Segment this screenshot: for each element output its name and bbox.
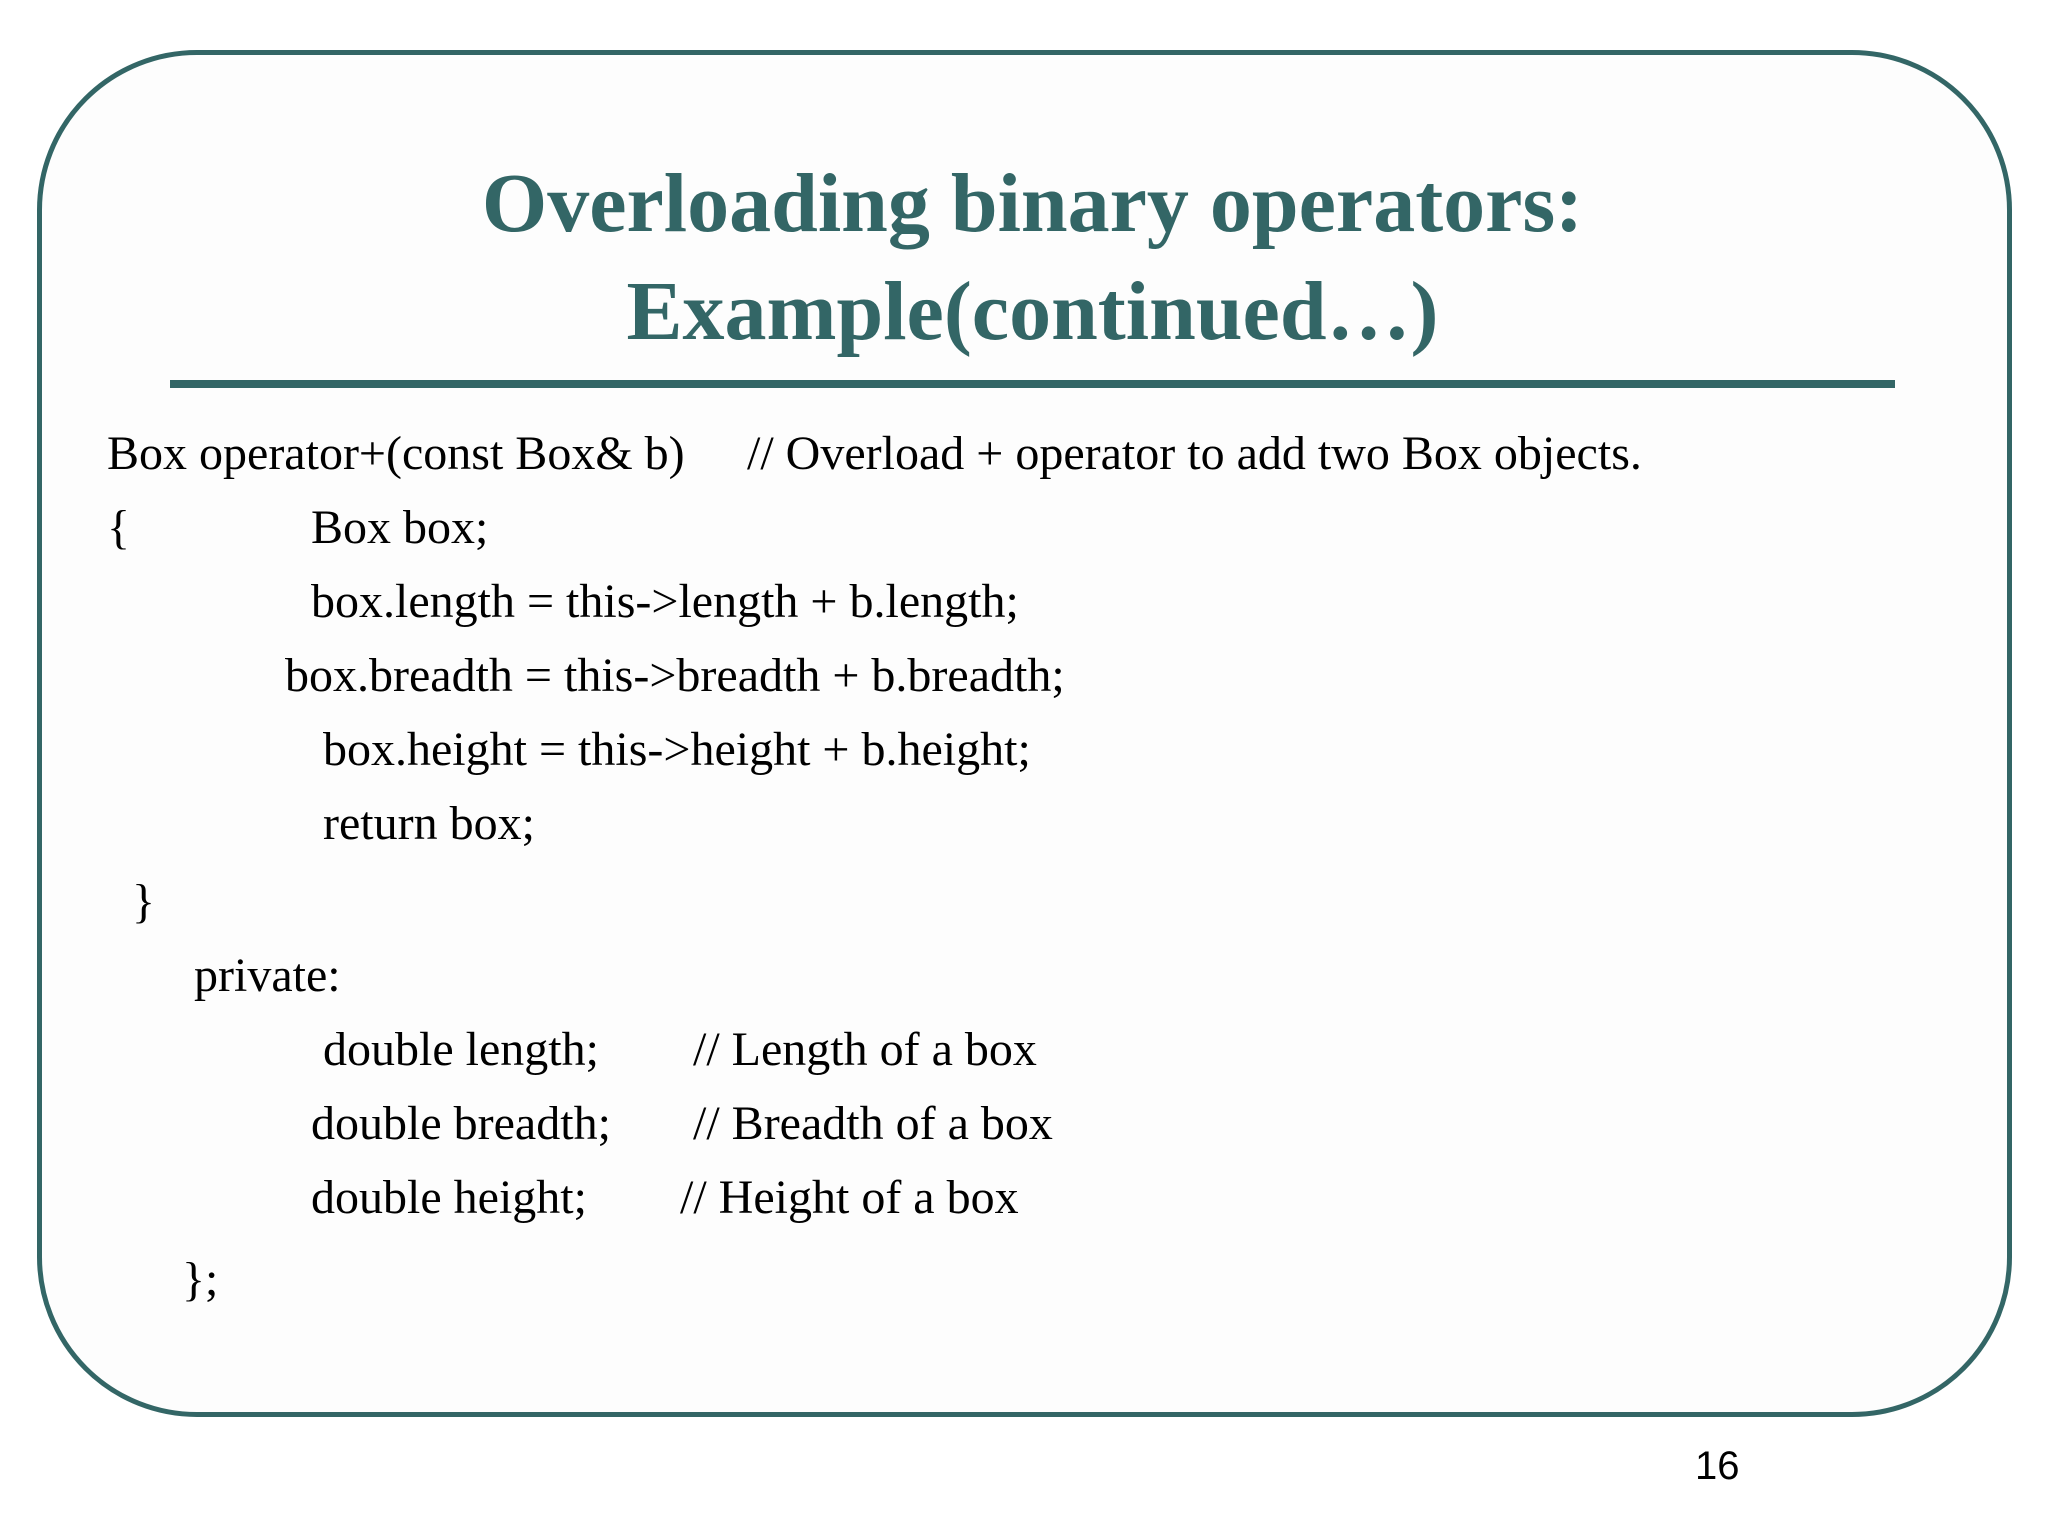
code-line-length-comment: // Length of a box [693,1023,1037,1076]
code-class-end: }; [182,1253,219,1306]
title-divider [170,380,1895,388]
title-line-2: Example(continued…) [626,265,1439,358]
code-line-signature: Box operator+(const Box& b) [107,427,685,480]
code-line-signature-comment: // Overload + operator to add two Box objects. [747,427,1642,480]
code-line-height-decl: double height; [311,1171,587,1224]
code-line-length-decl: double length; [323,1023,599,1076]
code-line-breadth-comment: // Breadth of a box [693,1097,1053,1150]
code-line-height: box.height = this->height + b.height; [323,723,1031,776]
page-number: 16 [1695,1444,1740,1488]
code-line-private: private: [194,949,341,1002]
title-line-1: Overloading binary operators: [481,157,1584,250]
code-line-breadth-decl: double breadth; [311,1097,611,1150]
code-close-brace: } [132,875,156,928]
slide-title [170,150,1895,366]
code-line-breadth: box.breadth = this->breadth + b.breadth; [285,649,1065,702]
code-line-height-comment: // Height of a box [680,1171,1019,1224]
code-line-length: box.length = this->length + b.length; [311,575,1019,628]
code-line-declare-box: Box box; [311,501,489,554]
code-open-brace: { [107,501,131,554]
code-line-return: return box; [323,797,535,850]
